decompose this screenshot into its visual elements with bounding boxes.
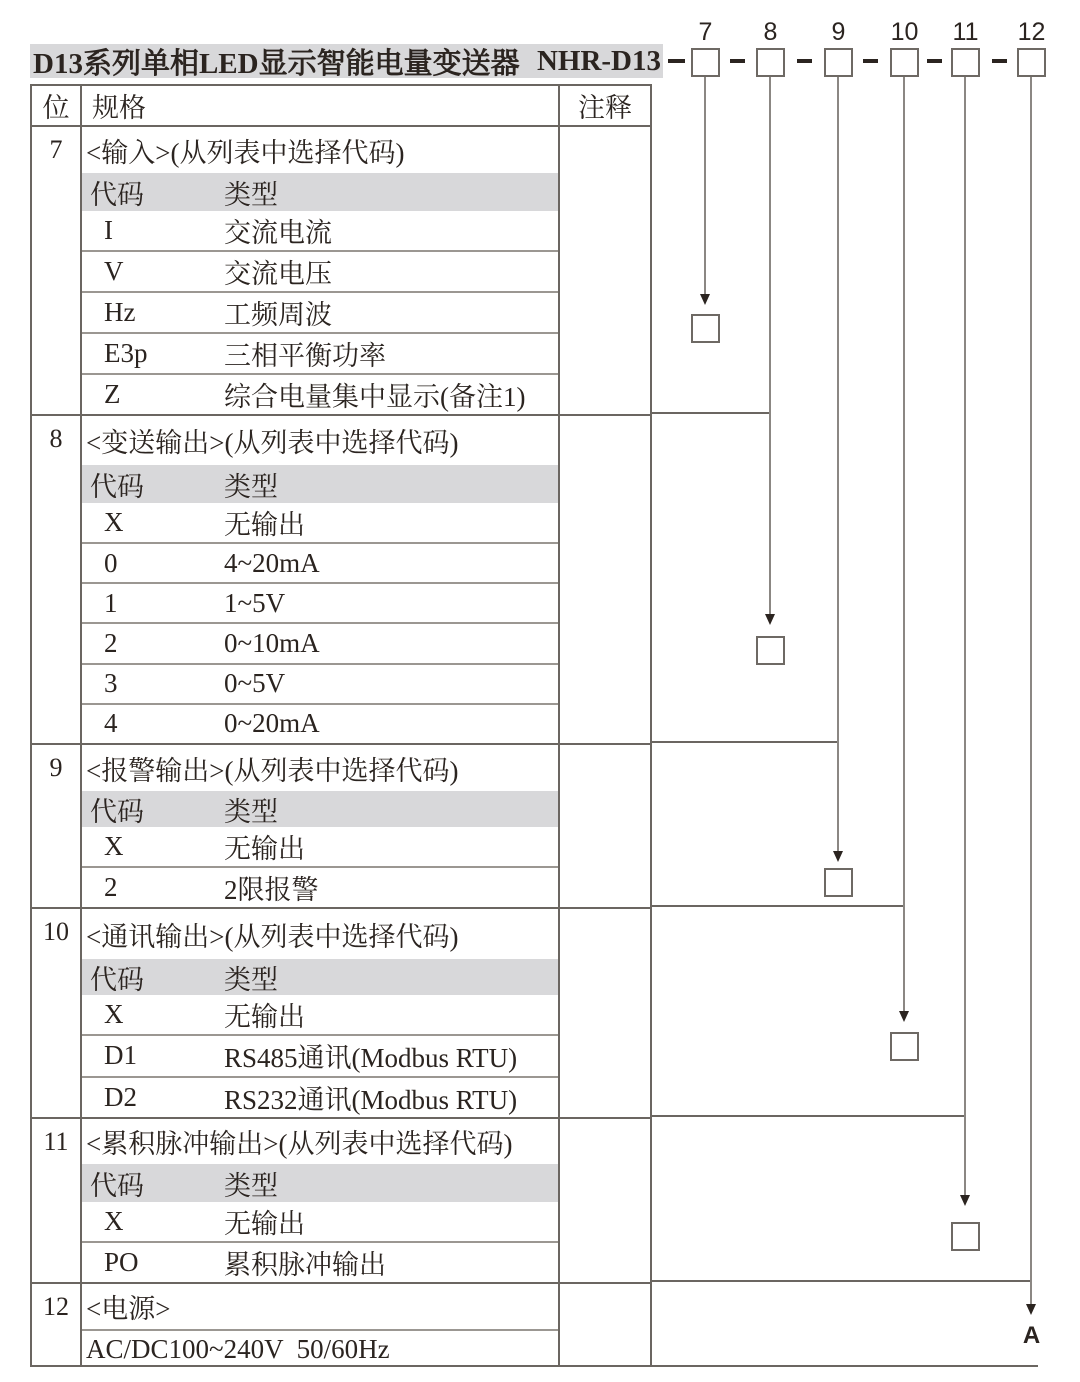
position-number: 7 xyxy=(49,135,63,164)
table-row xyxy=(82,332,558,373)
code-digit-label: 10 xyxy=(890,18,919,46)
position-cell xyxy=(32,416,82,743)
type-cell: RS485通讯(Modbus RTU) xyxy=(224,1043,518,1074)
code-cell: E3p xyxy=(104,338,148,368)
section-connector-line xyxy=(650,1115,966,1117)
code-cell: X xyxy=(104,831,124,861)
drop-line xyxy=(964,77,966,1195)
code-cell: 2 xyxy=(104,872,118,902)
position-number: 12 xyxy=(43,1292,69,1321)
code-cell: Z xyxy=(104,379,121,409)
position-number: 8 xyxy=(49,424,63,453)
section-heading-row xyxy=(82,127,558,173)
code-target-box xyxy=(691,314,720,343)
type-cell: 无输出 xyxy=(224,510,305,540)
arrow-down-icon xyxy=(833,851,843,862)
arrow-down-icon xyxy=(700,294,710,305)
spec-cell xyxy=(82,1119,560,1282)
section-heading: <电源> xyxy=(86,1294,171,1324)
section-heading: <累积脉冲输出>(从列表中选择代码) xyxy=(86,1129,513,1159)
code-digit-label: 9 xyxy=(831,18,846,46)
code-digit-label: 7 xyxy=(698,18,713,46)
code-cell: 1 xyxy=(104,587,118,618)
type-cell: 交流电流 xyxy=(224,218,332,248)
type-cell: 0~5V xyxy=(224,668,286,699)
section-heading-row xyxy=(82,1119,558,1164)
code-cell: 3 xyxy=(104,668,118,699)
section-connector-line xyxy=(650,1365,1038,1367)
type-cell: 0~10mA xyxy=(224,628,320,658)
page-title: D13系列单相LED显示智能电量变送器 xyxy=(33,47,520,80)
code-cell: X xyxy=(104,507,124,537)
subheader-code-label: 代码 xyxy=(90,471,144,502)
table-row xyxy=(82,582,558,622)
arrow-down-icon xyxy=(765,614,775,625)
rows-group xyxy=(82,1202,558,1282)
spec-cell xyxy=(82,745,560,907)
position-number: 11 xyxy=(43,1127,69,1156)
table-row xyxy=(82,663,558,703)
note-cell xyxy=(560,127,650,414)
dash-separator xyxy=(863,59,878,63)
code-digit-label: 12 xyxy=(1017,18,1046,46)
section-heading: <报警输出>(从列表中选择代码) xyxy=(86,755,459,786)
table-row xyxy=(82,1076,558,1117)
rows-group xyxy=(82,211,558,414)
subheader-type-label: 类型 xyxy=(224,471,278,502)
section-connector-line xyxy=(650,905,905,907)
code-target-box xyxy=(824,868,853,897)
code-cell: X xyxy=(104,1206,124,1236)
subheader-type-label: 类型 xyxy=(224,796,278,827)
drop-line xyxy=(769,77,771,614)
type-cell: RS232通讯(Modbus RTU) xyxy=(224,1084,518,1115)
position-number: 9 xyxy=(49,753,63,782)
table-row xyxy=(82,1034,558,1075)
table-row xyxy=(82,503,558,542)
section-heading: <通讯输出>(从列表中选择代码) xyxy=(86,921,459,952)
section-10 xyxy=(32,909,650,1119)
subheader-row xyxy=(82,1164,558,1202)
rows-group xyxy=(82,1329,558,1367)
code-target-box xyxy=(756,636,785,665)
rows-group xyxy=(82,503,558,743)
subheader-code-label: 代码 xyxy=(90,796,144,827)
code-box xyxy=(691,48,720,77)
dash-separator xyxy=(927,59,942,63)
note-cell xyxy=(560,1284,650,1367)
subheader-row xyxy=(82,959,558,995)
type-cell: 0~20mA xyxy=(224,708,320,739)
drop-line xyxy=(1030,77,1032,1304)
table-row xyxy=(82,373,558,414)
type-cell: 累积脉冲输出 xyxy=(224,1250,386,1280)
position-number: 10 xyxy=(43,917,69,946)
dash-separator xyxy=(668,59,685,63)
table-body xyxy=(32,127,650,1367)
subheader-code-label: 代码 xyxy=(90,1170,144,1201)
table-row xyxy=(82,703,558,743)
title-bar xyxy=(30,44,663,78)
code-target-box xyxy=(890,1032,919,1061)
code-cell: 0 xyxy=(104,547,118,578)
code-digit-label: 8 xyxy=(763,18,778,46)
table-row xyxy=(82,1202,558,1241)
subheader-row xyxy=(82,173,558,211)
table-row xyxy=(82,250,558,291)
type-cell: 工频周波 xyxy=(224,300,332,330)
section-heading: <输入>(从列表中选择代码) xyxy=(86,137,405,168)
table-row xyxy=(82,622,558,662)
code-box xyxy=(890,48,919,77)
dash-separator xyxy=(797,59,812,63)
note-cell xyxy=(560,745,650,907)
subheader-code-label: 代码 xyxy=(90,964,144,995)
code-cell: V xyxy=(104,256,124,286)
arrow-down-icon xyxy=(960,1195,970,1206)
table-row xyxy=(82,1241,558,1282)
position-cell xyxy=(32,127,82,414)
type-cell: 综合电量集中显示(备注1) xyxy=(224,382,526,412)
section-heading-row xyxy=(82,909,558,959)
subheader-row xyxy=(82,791,558,827)
table-row xyxy=(82,827,558,866)
arrow-down-icon xyxy=(1026,1304,1036,1315)
code-box xyxy=(951,48,980,77)
code-cell: I xyxy=(104,215,113,245)
code-cell: 4 xyxy=(104,708,118,739)
type-cell: 无输出 xyxy=(224,834,305,864)
position-cell xyxy=(32,909,82,1117)
table-row xyxy=(82,291,558,332)
table-row xyxy=(82,866,558,907)
section-7 xyxy=(32,127,650,416)
note-cell xyxy=(560,416,650,743)
drop-line xyxy=(903,77,905,1011)
note-cell xyxy=(560,1119,650,1282)
section-heading: <变送输出>(从列表中选择代码) xyxy=(86,428,459,458)
arrow-down-icon xyxy=(899,1011,909,1022)
type-cell: AC/DC100~240V 50/60Hz xyxy=(86,1333,390,1364)
subheader-type-label: 类型 xyxy=(224,1170,278,1201)
spec-cell xyxy=(82,909,560,1117)
code-cell: D1 xyxy=(104,1040,137,1071)
position-cell xyxy=(32,1119,82,1282)
subheader-code-label: 代码 xyxy=(90,179,144,210)
table-row xyxy=(82,542,558,582)
section-9 xyxy=(32,745,650,909)
position-cell xyxy=(32,1284,82,1367)
col-header-note: 注释 xyxy=(578,93,632,123)
section-8 xyxy=(32,416,650,745)
code-cell: PO xyxy=(104,1247,139,1277)
type-cell: 无输出 xyxy=(224,1209,305,1239)
type-cell: 三相平衡功率 xyxy=(224,341,386,371)
col-header-spec: 规格 xyxy=(82,86,560,125)
table-row xyxy=(82,211,558,250)
type-cell: 交流电压 xyxy=(224,259,332,289)
section-heading-row xyxy=(82,745,558,791)
code-box xyxy=(756,48,785,77)
col-header-position: 位 xyxy=(32,86,82,125)
spec-cell xyxy=(82,416,560,743)
table-row xyxy=(82,1329,558,1367)
code-cell: 2 xyxy=(104,628,118,658)
subheader-row xyxy=(82,465,558,503)
type-cell: 4~20mA xyxy=(224,547,320,578)
revision-label: A xyxy=(1022,1322,1041,1349)
code-box xyxy=(1017,48,1046,77)
spec-cell xyxy=(82,1284,560,1367)
section-heading-row xyxy=(82,416,558,465)
section-11 xyxy=(32,1119,650,1284)
type-cell: 无输出 xyxy=(224,1002,305,1033)
dash-separator xyxy=(730,59,745,63)
code-digit-label: 11 xyxy=(952,18,979,46)
rows-group xyxy=(82,995,558,1117)
section-connector-line xyxy=(650,412,771,414)
type-cell: 1~5V xyxy=(224,587,286,618)
spec-cell xyxy=(82,127,560,414)
subheader-type-label: 类型 xyxy=(224,179,278,210)
subheader-type-label: 类型 xyxy=(224,964,278,995)
drop-line xyxy=(704,77,706,294)
section-12 xyxy=(32,1284,650,1367)
section-connector-line xyxy=(650,741,839,743)
code-box xyxy=(824,48,853,77)
position-cell xyxy=(32,745,82,907)
note-cell xyxy=(560,909,650,1117)
drop-line xyxy=(837,77,839,851)
table-header-row xyxy=(32,86,650,127)
section-connector-line xyxy=(650,1280,1032,1282)
table-row xyxy=(82,995,558,1034)
code-cell: Hz xyxy=(104,297,136,327)
code-target-box xyxy=(951,1222,980,1251)
code-cell: D2 xyxy=(104,1081,137,1112)
code-cell: X xyxy=(104,999,124,1030)
section-heading-row xyxy=(82,1284,558,1329)
rows-group xyxy=(82,827,558,907)
model-prefix: NHR-D13 xyxy=(536,44,661,77)
dash-separator xyxy=(992,59,1007,63)
ordering-table xyxy=(30,84,652,1367)
type-cell: 2限报警 xyxy=(224,875,319,905)
